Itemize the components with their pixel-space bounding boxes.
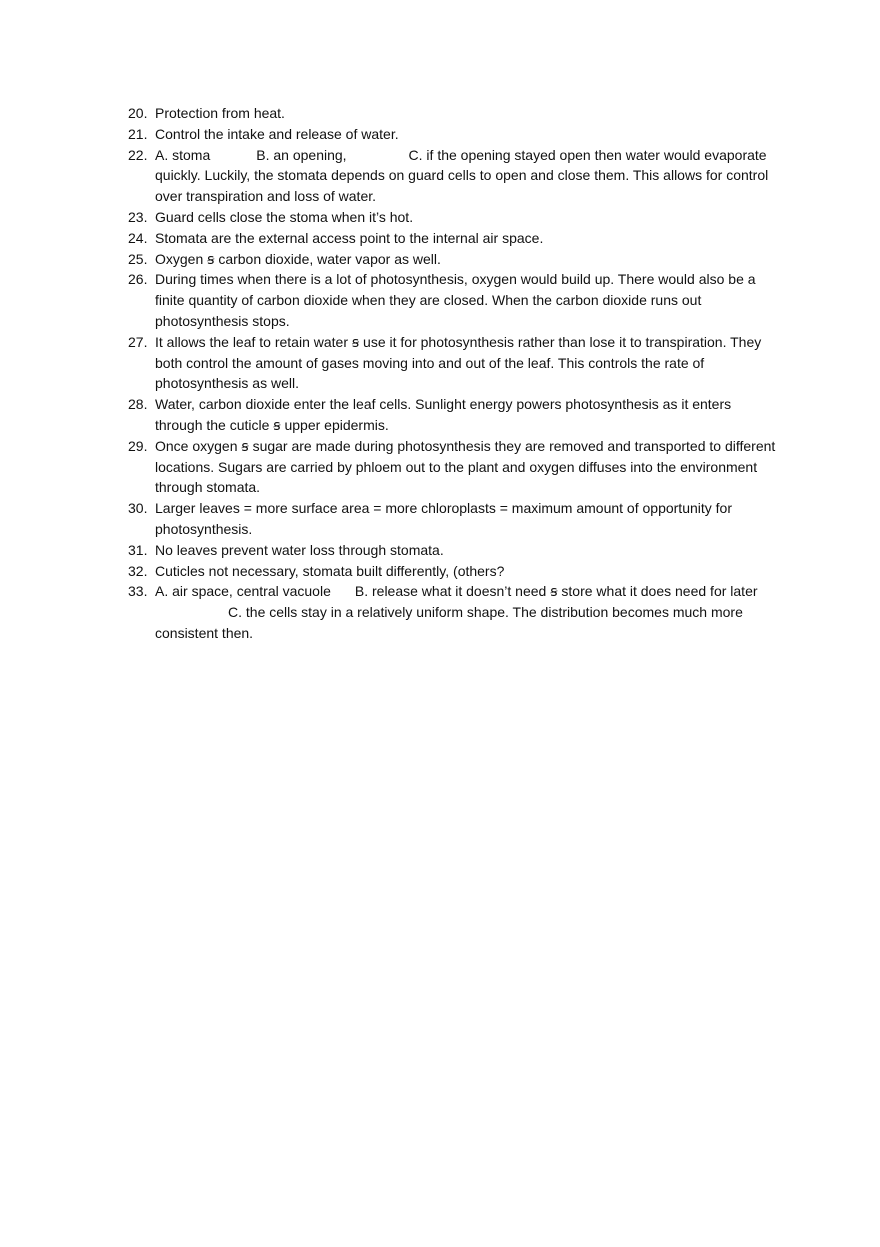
answer-22 — [128, 145, 776, 207]
answer-text: Cuticles not necessary, stomata built differently, (others? — [155, 562, 505, 579]
answer-part-c: C. the cells stay in a relatively uniform shape. The distribution becomes much more consistent then. — [155, 604, 743, 641]
answer-text: During times when there is a lot of photosynthesis, oxygen would build up. There would also be a finite quantity of carbon dioxide when they are closed. When the carbon dioxide runs out photosynthesis stops. — [155, 271, 756, 329]
answer-number: 25. — [128, 250, 148, 267]
answer-list — [128, 103, 776, 644]
answer-number: 26. — [128, 271, 148, 288]
answer-number: 29. — [128, 437, 148, 454]
answer-24 — [128, 228, 776, 249]
answer-32 — [128, 561, 776, 582]
answer-text: No leaves prevent water loss through stomata. — [155, 541, 444, 558]
answer-part-c: C. if the opening stayed open then water would evaporate quickly. Luckily, the stomata depends on guard cells to open and close them. This allows for control over transpiration and loss of water. — [155, 146, 769, 205]
answer-number: 23. — [128, 208, 148, 225]
answer-text: Oxygen ꞩ carbon dioxide, water vapor as well. — [155, 250, 441, 267]
answer-text: Guard cells close the stoma when it’s hot. — [155, 208, 414, 225]
answer-31 — [128, 540, 776, 561]
answer-26 — [128, 269, 776, 331]
answer-29 — [128, 436, 776, 498]
answer-number: 31. — [128, 541, 148, 558]
answer-text: Water, carbon dioxide enter the leaf cells. Sunlight energy powers photosynthesis as it enters through the cuticle ꞩ upper epidermis. — [155, 396, 732, 433]
answer-33 — [128, 581, 776, 643]
answer-27 — [128, 332, 776, 394]
answer-number: 24. — [128, 229, 148, 246]
answer-number: 33. — [128, 583, 148, 600]
answer-part-b: B. an opening, — [256, 146, 347, 163]
answer-part-a: A. stoma — [155, 146, 211, 163]
answer-part-b: B. release what it doesn’t need ꞩ store what it does need for later — [354, 583, 758, 600]
answer-text: Stomata are the external access point to the internal air space. — [155, 229, 544, 246]
answer-number: 28. — [128, 396, 148, 413]
answer-text: Larger leaves = more surface area = more chloroplasts = maximum amount of opportunity for photosynthesis. — [155, 500, 732, 537]
answer-part-a: A. air space, central vacuole — [155, 583, 331, 600]
answer-25 — [128, 249, 776, 270]
answer-21 — [128, 124, 776, 145]
answer-number: 20. — [128, 105, 148, 121]
answer-23 — [128, 207, 776, 228]
answer-20 — [128, 103, 776, 124]
answer-text: It allows the leaf to retain water ꞩ use it for photosynthesis rather than lose it to transpiration. They both control the amount of gases moving into and out of the leaf. This controls the rate of photosynthesis as well. — [155, 333, 762, 392]
answer-text: Once oxygen ꞩ sugar are made during photosynthesis they are removed and transported to different locations. Sugars are carried by phloem out to the plant and oxygen diffuses into the environment through stomata. — [155, 437, 776, 496]
answer-number: 21. — [128, 125, 148, 142]
answer-28 — [128, 394, 776, 436]
answer-number: 27. — [128, 333, 148, 350]
answer-text: Control the intake and release of water. — [155, 125, 399, 142]
answer-30 — [128, 498, 776, 540]
answer-number: 32. — [128, 562, 148, 579]
answer-number: 30. — [128, 500, 148, 517]
answer-number: 22. — [128, 146, 148, 163]
answer-text: Protection from heat. — [155, 105, 285, 121]
answer-text — [155, 581, 776, 643]
answer-text — [155, 145, 776, 207]
